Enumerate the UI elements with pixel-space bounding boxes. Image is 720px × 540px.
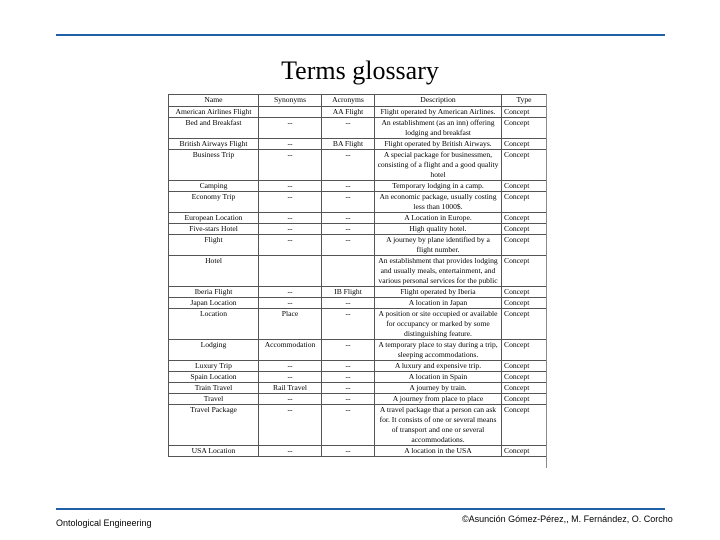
- table-row: [169, 405, 547, 446]
- cell-description: Temporary lodging in a camp.: [375, 181, 502, 192]
- cell-description: Flight operated by Iberia: [375, 287, 502, 298]
- table-row: [169, 383, 547, 394]
- table-row: [169, 361, 547, 372]
- cell-type: Concept: [502, 235, 547, 256]
- cell-type: Concept: [502, 139, 547, 150]
- table-row: [169, 298, 547, 309]
- cell-acronyms: --: [322, 213, 375, 224]
- cell-name: Location: [169, 309, 259, 340]
- cell-type: Concept: [502, 405, 547, 446]
- table-header-row: [169, 95, 547, 107]
- cell-acronyms: --: [322, 150, 375, 181]
- cell-acronyms: --: [322, 298, 375, 309]
- glossary-document: [168, 94, 547, 468]
- table-row: [169, 235, 547, 256]
- glossary-table: [168, 94, 547, 457]
- cell-name: Flight: [169, 235, 259, 256]
- cell-description: Flight operated by British Airways.: [375, 139, 502, 150]
- cell-description: A journey by plane identified by a flight number.: [375, 235, 502, 256]
- top-rule: [56, 34, 665, 36]
- cell-type: Concept: [502, 224, 547, 235]
- cell-acronyms: --: [322, 224, 375, 235]
- header-synonyms: Synonyms: [259, 95, 322, 107]
- cell-synonyms: --: [259, 394, 322, 405]
- cell-acronyms: BA Flight: [322, 139, 375, 150]
- cell-name: Camping: [169, 181, 259, 192]
- cell-type: Concept: [502, 213, 547, 224]
- cell-name: Spain Location: [169, 372, 259, 383]
- cell-acronyms: --: [322, 192, 375, 213]
- cell-synonyms: --: [259, 181, 322, 192]
- cell-type: Concept: [502, 287, 547, 298]
- cell-synonyms: --: [259, 224, 322, 235]
- cell-synonyms: --: [259, 150, 322, 181]
- cell-name: Economy Trip: [169, 192, 259, 213]
- cell-name: European Location: [169, 213, 259, 224]
- table-row: [169, 394, 547, 405]
- cell-description: An establishment that provides lodging and usually meals, entertainment, and various personal services for the public: [375, 256, 502, 287]
- cell-description: A journey by train.: [375, 383, 502, 394]
- cell-acronyms: --: [322, 235, 375, 256]
- cell-type: Concept: [502, 181, 547, 192]
- cell-description: Flight operated by American Airlines.: [375, 107, 502, 118]
- cell-type: Concept: [502, 383, 547, 394]
- cell-description: A Location in Europe.: [375, 213, 502, 224]
- cell-description: An establishment (as an inn) offering lodging and breakfast: [375, 118, 502, 139]
- cell-synonyms: Rail Travel: [259, 383, 322, 394]
- cell-name: Train Travel: [169, 383, 259, 394]
- cell-synonyms: --: [259, 361, 322, 372]
- header-name: Name: [169, 95, 259, 107]
- cell-type: Concept: [502, 118, 547, 139]
- table-row: [169, 224, 547, 235]
- header-type: Type: [502, 95, 547, 107]
- cell-description: A luxury and expensive trip.: [375, 361, 502, 372]
- table-row: [169, 309, 547, 340]
- cell-type: Concept: [502, 107, 547, 118]
- cell-name: British Airways Flight: [169, 139, 259, 150]
- cell-acronyms: AA Flight: [322, 107, 375, 118]
- cell-synonyms: --: [259, 235, 322, 256]
- cell-type: Concept: [502, 340, 547, 361]
- cell-description: A location in Spain: [375, 372, 502, 383]
- cell-name: Travel Package: [169, 405, 259, 446]
- cell-description: A journey from place to place: [375, 394, 502, 405]
- cell-acronyms: --: [322, 394, 375, 405]
- table-row: [169, 213, 547, 224]
- cell-acronyms: --: [322, 340, 375, 361]
- cell-description: A travel package that a person can ask for. It consists of one or several means of transport and one or several accommodations.: [375, 405, 502, 446]
- cell-type: Concept: [502, 446, 547, 457]
- bottom-rule: [56, 508, 665, 510]
- cell-type: Concept: [502, 256, 547, 287]
- table-row: [169, 340, 547, 361]
- header-acronyms: Acronyms: [322, 95, 375, 107]
- table-row: [169, 192, 547, 213]
- cell-synonyms: Accommodation: [259, 340, 322, 361]
- cell-description: An economic package, usually costing less than 1000$.: [375, 192, 502, 213]
- cell-synonyms: --: [259, 298, 322, 309]
- cell-name: Luxury Trip: [169, 361, 259, 372]
- cell-name: Bed and Breakfast: [169, 118, 259, 139]
- cell-type: Concept: [502, 361, 547, 372]
- cell-type: Concept: [502, 394, 547, 405]
- table-row: [169, 139, 547, 150]
- table-row: [169, 150, 547, 181]
- table-row: [169, 118, 547, 139]
- cell-acronyms: --: [322, 372, 375, 383]
- cell-synonyms: --: [259, 446, 322, 457]
- cell-name: Hotel: [169, 256, 259, 287]
- slide-title: Terms glossary: [281, 56, 439, 85]
- cell-acronyms: --: [322, 309, 375, 340]
- cell-description: A special package for businessmen, consisting of a flight and a good quality hotel: [375, 150, 502, 181]
- header-description: Description: [375, 95, 502, 107]
- cell-acronyms: --: [322, 405, 375, 446]
- cell-acronyms: --: [322, 446, 375, 457]
- cell-synonyms: [259, 256, 322, 287]
- cell-name: Five-stars Hotel: [169, 224, 259, 235]
- cell-synonyms: --: [259, 287, 322, 298]
- cell-name: Iberia Flight: [169, 287, 259, 298]
- cell-synonyms: --: [259, 139, 322, 150]
- cell-description: A temporary place to stay during a trip, sleeping accommodations.: [375, 340, 502, 361]
- table-row: [169, 181, 547, 192]
- footer-course: Ontological Engineering: [56, 518, 152, 528]
- cell-acronyms: --: [322, 118, 375, 139]
- cell-name: Japan Location: [169, 298, 259, 309]
- cell-acronyms: IB Flight: [322, 287, 375, 298]
- table-row: [169, 256, 547, 287]
- cell-acronyms: --: [322, 383, 375, 394]
- cell-description: High quality hotel.: [375, 224, 502, 235]
- cell-name: Lodging: [169, 340, 259, 361]
- cell-synonyms: Place: [259, 309, 322, 340]
- cell-synonyms: --: [259, 372, 322, 383]
- table-row: [169, 287, 547, 298]
- cell-type: Concept: [502, 298, 547, 309]
- cell-synonyms: --: [259, 192, 322, 213]
- cell-acronyms: --: [322, 361, 375, 372]
- table-row: [169, 107, 547, 118]
- cell-type: Concept: [502, 192, 547, 213]
- cell-synonyms: --: [259, 405, 322, 446]
- footer-copyright: ©Asunción Gómez-Pérez,, M. Fernández, O. Corcho: [462, 514, 673, 524]
- table-row: [169, 372, 547, 383]
- cell-synonyms: --: [259, 118, 322, 139]
- cell-acronyms: [322, 256, 375, 287]
- cell-description: A location in Japan: [375, 298, 502, 309]
- cell-name: American Airlines Flight: [169, 107, 259, 118]
- cell-type: Concept: [502, 309, 547, 340]
- cell-name: USA Location: [169, 446, 259, 457]
- cell-name: Travel: [169, 394, 259, 405]
- cell-type: Concept: [502, 150, 547, 181]
- cell-synonyms: --: [259, 213, 322, 224]
- cell-synonyms: [259, 107, 322, 118]
- cell-name: Business Trip: [169, 150, 259, 181]
- cell-acronyms: --: [322, 181, 375, 192]
- table-row: [169, 446, 547, 457]
- cell-description: A position or site occupied or available for occupancy or marked by some distinguishing feature.: [375, 309, 502, 340]
- cell-type: Concept: [502, 372, 547, 383]
- cell-description: A location in the USA: [375, 446, 502, 457]
